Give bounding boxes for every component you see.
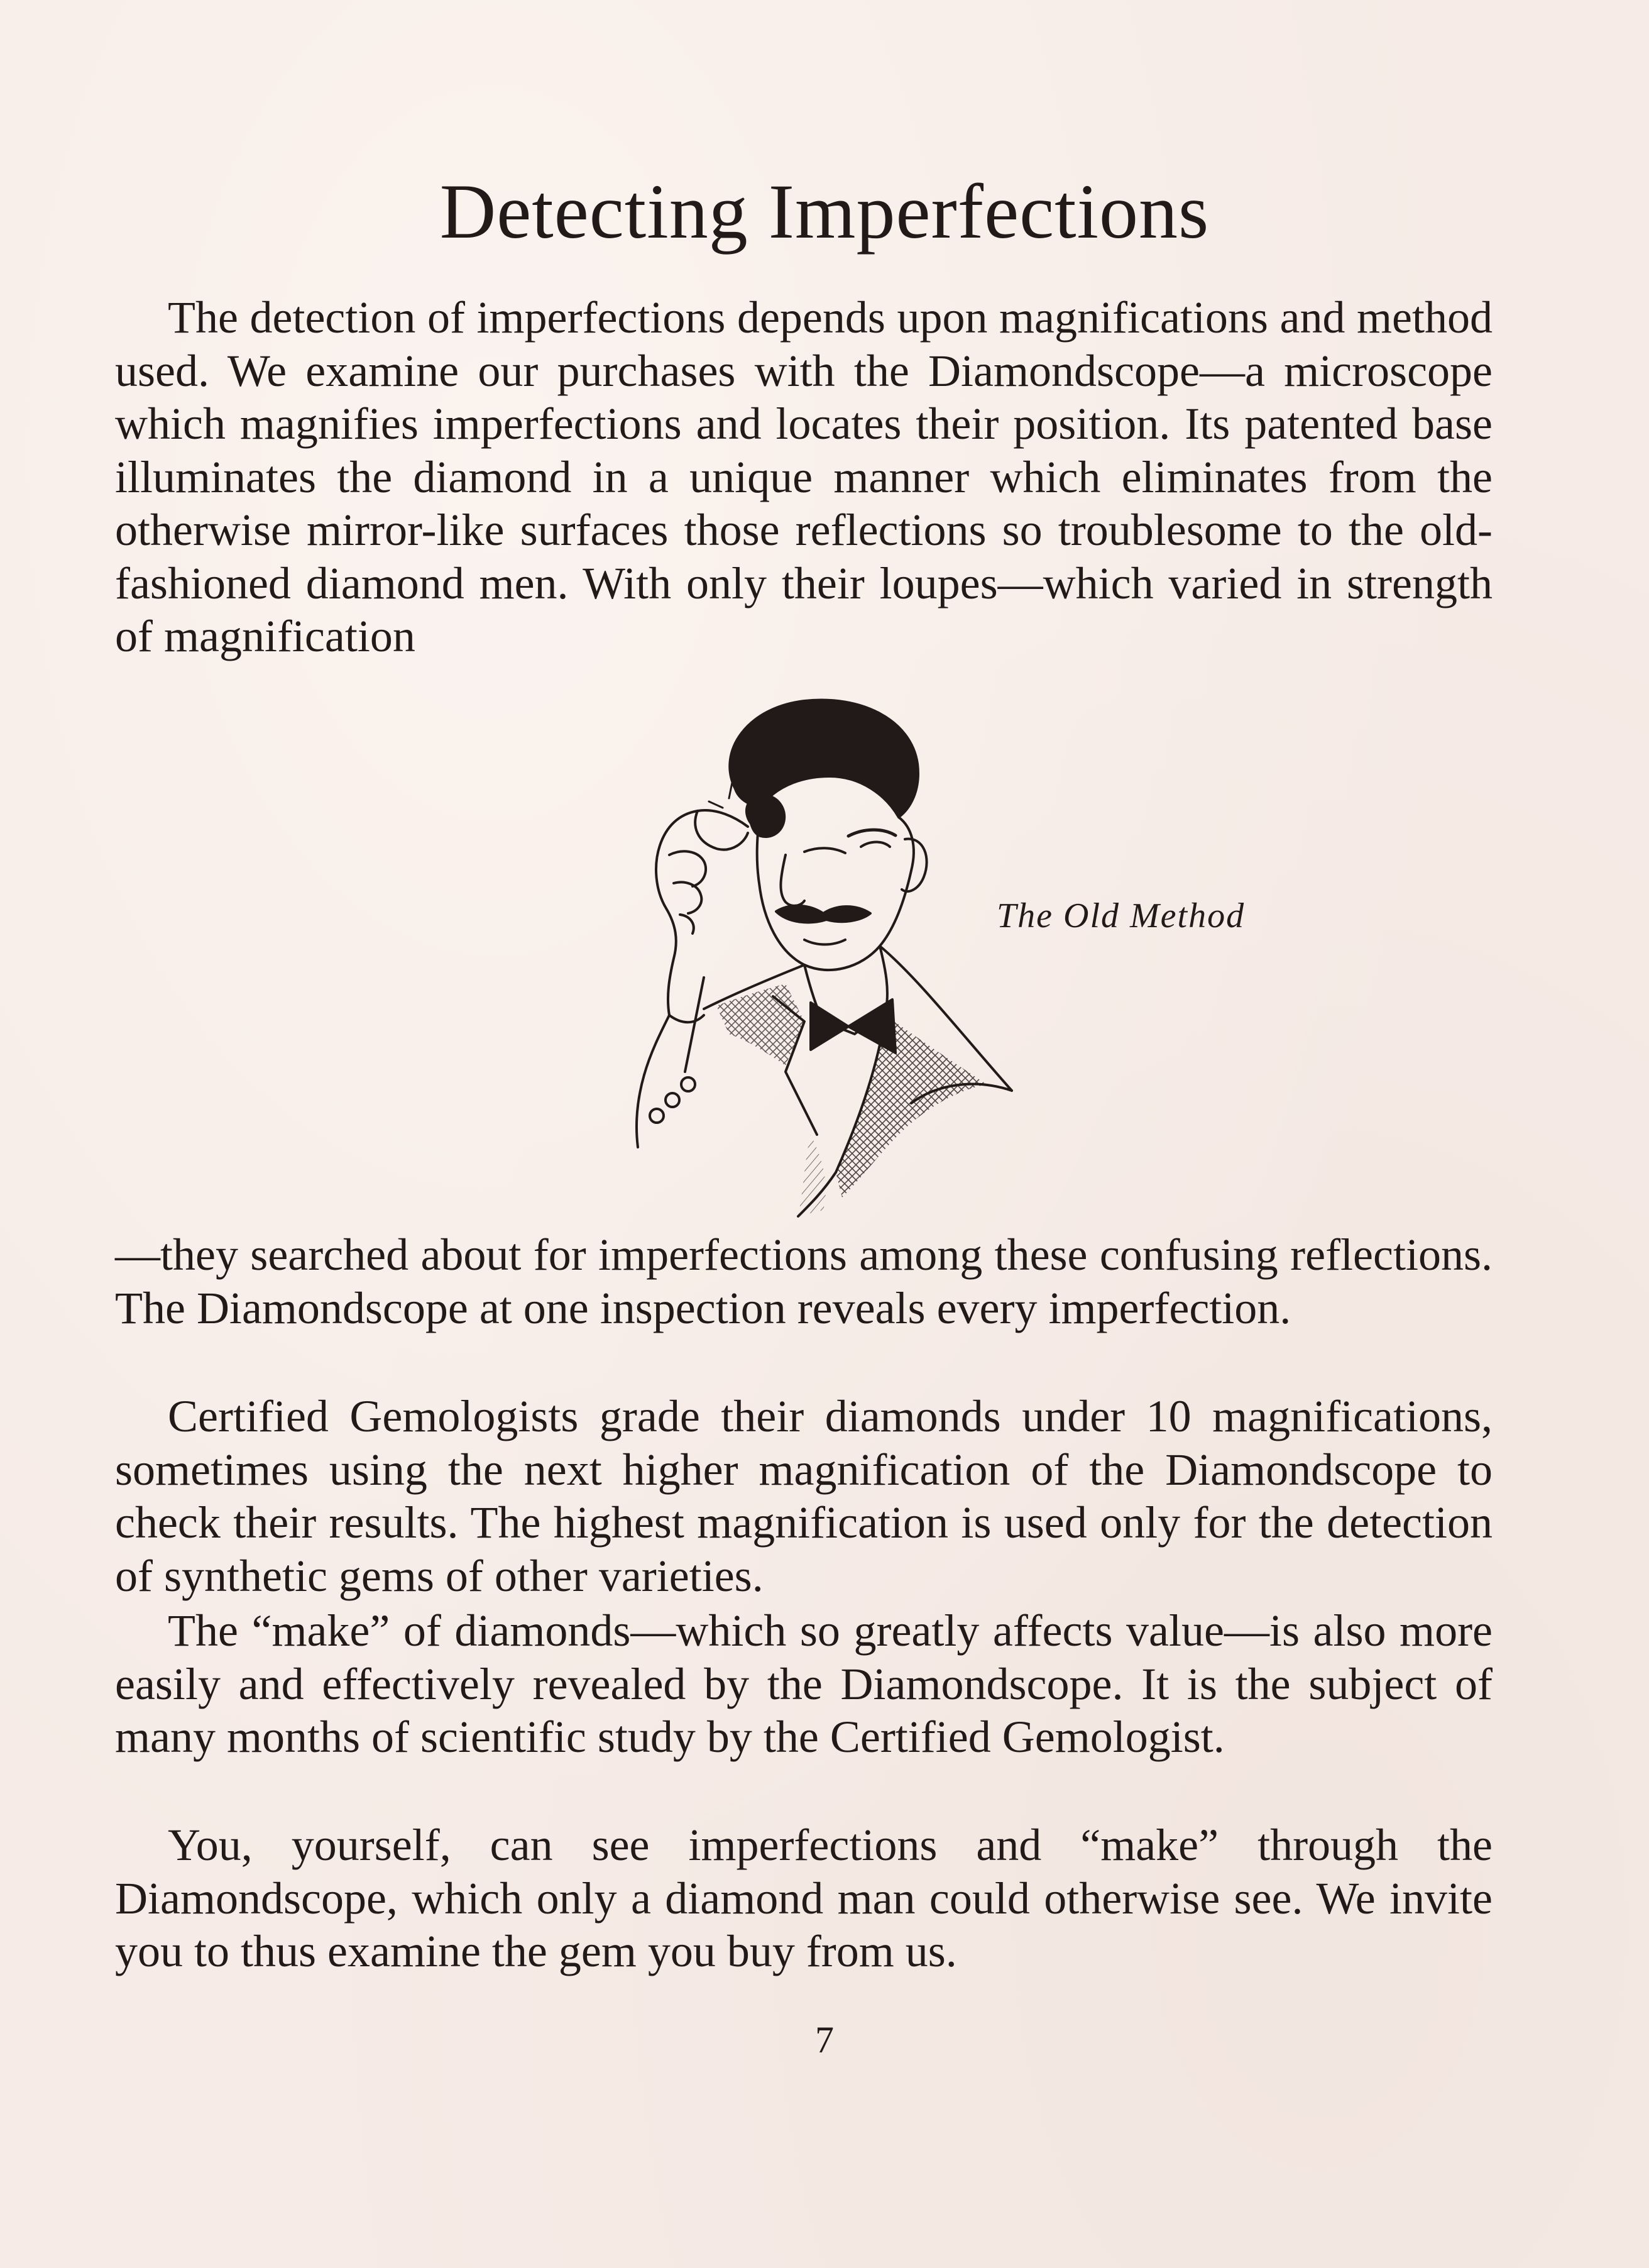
paragraph-loupe-continuation: —they searched about for imperfections among these confusing reflections. The Diamondscope at one inspection reveals every imperfection.	[115, 1230, 1493, 1333]
page-title: Detecting Imperfections	[439, 168, 1210, 255]
paragraph-detection-intro: The detection of imperfections depends upon magnifications and method used. We examine our purchases with the Diamondscope—a microscope which magnifies imperfections and locates their position. Its patented base illuminates the diamond in a unique manner which eliminates from the otherwise mirror-like surfaces those reflections so troublesome to the old-fashioned diamond men. With only their loupes—which varied in strength of magnification	[115, 292, 1493, 661]
illustration-caption: The Old Method	[997, 896, 1246, 935]
paragraph-make-of-diamonds: The “make” of diamonds—which so greatly affects value—is also more easily and effectively revealed by the Diamondscope. It is the subject of many months of scientific study by the Certified Gemologist.	[115, 1605, 1493, 1762]
page-number: 7	[815, 2019, 834, 2061]
paragraph-invitation: You, yourself, can see imperfections and “make” through the Diamondscope, which only a diamond man could otherwise see. We invite you to thus examine the gem you buy from us.	[115, 1820, 1493, 1976]
paragraph-certified-gemologists: Certified Gemologists grade their diamonds under 10 magnifications, sometimes using the next higher magnification of the Diamondscope to check their results. The highest magnification is used only for the detection of synthetic gems of other varieties.	[115, 1391, 1493, 1601]
man-with-jeweler-loupe-drawing	[509, 682, 1087, 1223]
